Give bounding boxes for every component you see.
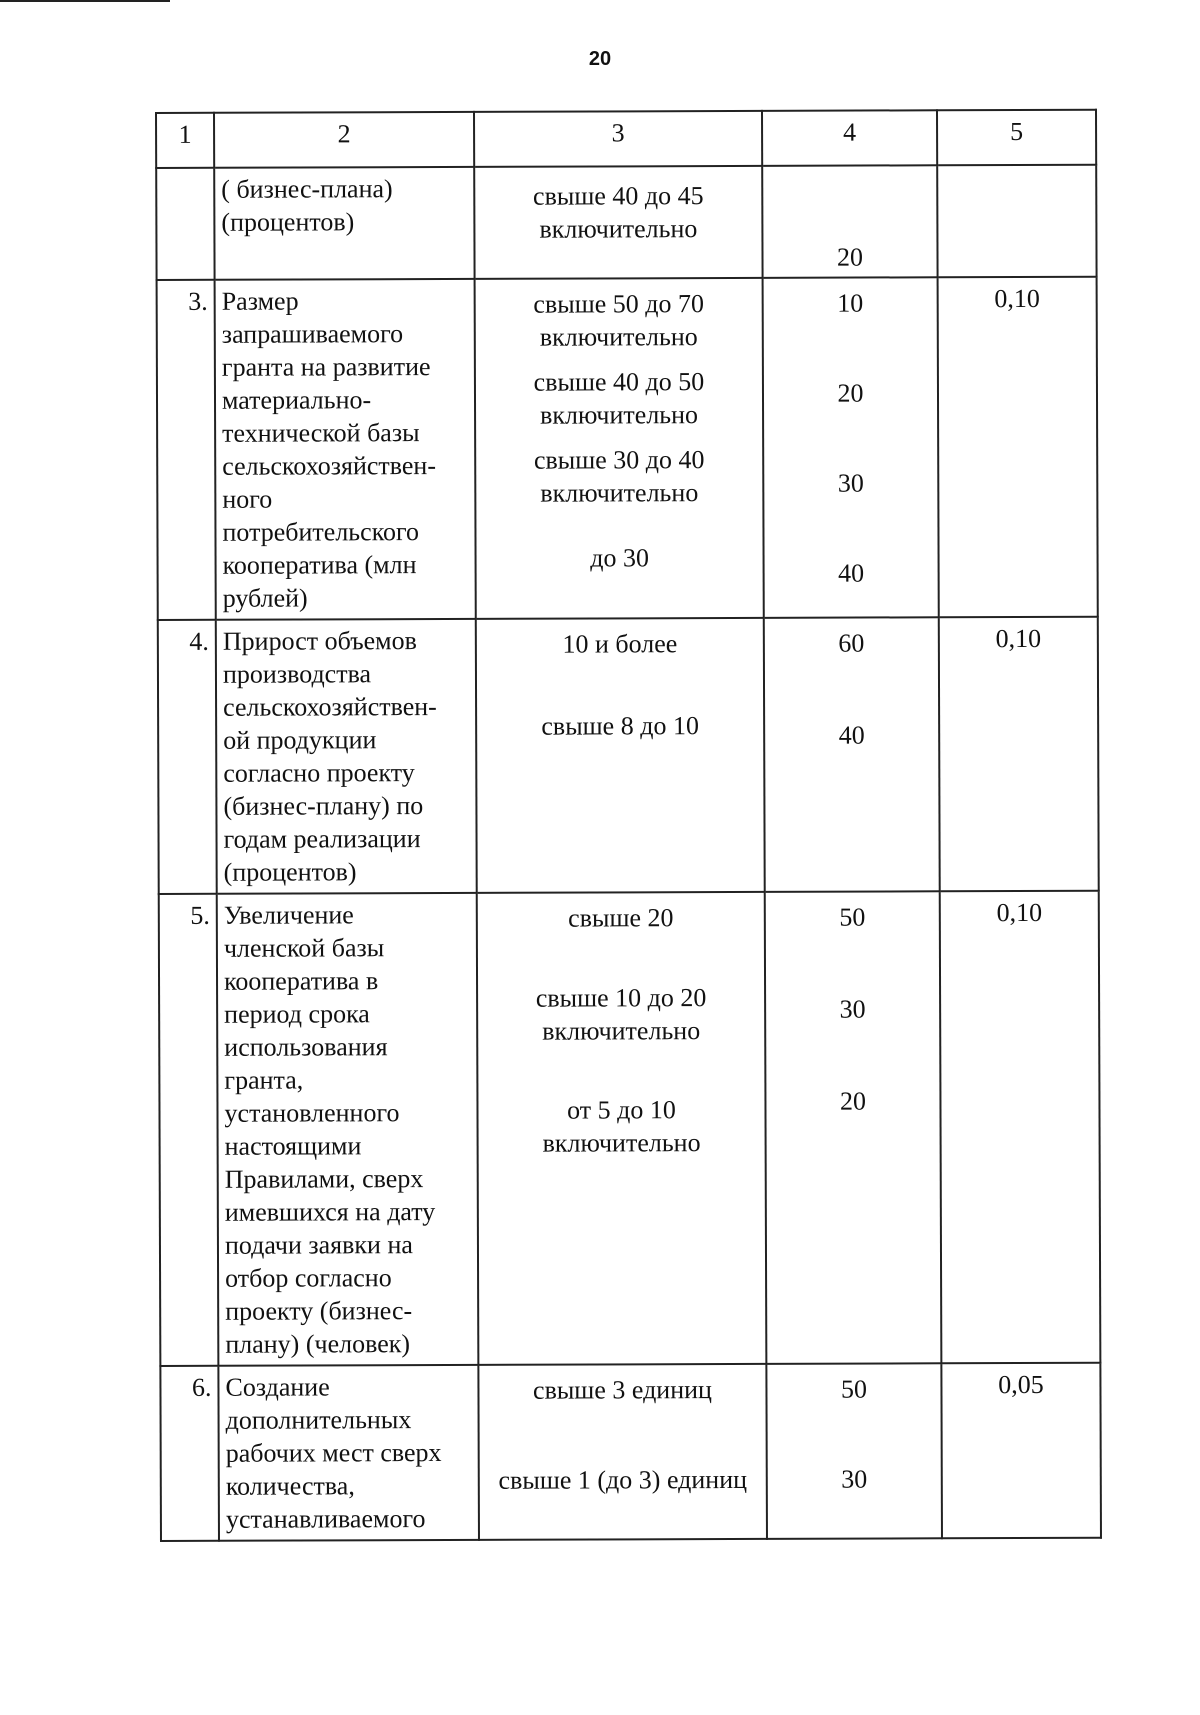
table-row [158, 617, 1099, 894]
criterion-number: 6. [160, 1366, 219, 1541]
range-value: свыше 30 до 40 включительно [533, 445, 705, 508]
criteria-table [155, 109, 1102, 1542]
range-value: от 5 до 10 включительно [542, 1095, 701, 1158]
range-value: свыше 20 [568, 903, 674, 933]
criterion-description: Размер запрашиваемого гранта на развитие материально- технической базы сельскохозяйствен- ного потребительского кооператива (млн рублей) [215, 279, 476, 620]
points-value: 30 [839, 994, 866, 1024]
criterion-ranges [475, 278, 764, 619]
column-header: 4 [762, 110, 937, 166]
weight-coefficient [937, 165, 1096, 278]
criterion-points [766, 1363, 942, 1539]
points-value: 40 [838, 720, 865, 750]
points-value: 60 [838, 628, 865, 658]
criterion-ranges [474, 166, 762, 279]
weight-coefficient: 0,10 [940, 891, 1101, 1364]
points-value: 50 [840, 1374, 868, 1404]
criterion-ranges [476, 618, 765, 893]
weight-coefficient: 0,10 [938, 277, 1098, 618]
range-value: свыше 3 единиц [532, 1375, 712, 1405]
criterion-ranges [477, 892, 767, 1365]
points-value: 40 [838, 558, 865, 588]
points-value: 50 [839, 902, 866, 932]
points-value: 30 [841, 1464, 868, 1494]
range-value: свыше 50 до 70 включительно [533, 289, 705, 352]
table-row [157, 277, 1098, 620]
page-number: 20 [588, 48, 612, 70]
criterion-description: Прирост объемов производства сельскохозяйствен- ой продукции согласно проекту (бизнес-плану) по годам реализации (процентов) [216, 619, 477, 894]
column-header: 5 [937, 110, 1096, 166]
column-header: 1 [156, 113, 214, 168]
range-value: свыше 8 до 10 [541, 711, 699, 741]
range-value: 10 и более [562, 629, 678, 659]
criterion-number: 3. [157, 280, 216, 620]
table-row [156, 165, 1096, 280]
range-value: свыше 40 до 50 включительно [533, 367, 705, 430]
weight-coefficient: 0,05 [941, 1363, 1101, 1539]
criterion-points [762, 165, 937, 278]
points-value: 20 [836, 242, 864, 272]
criterion-number [156, 168, 214, 280]
table-row [159, 891, 1101, 1366]
points-value: 10 [837, 288, 864, 318]
column-header: 2 [214, 112, 474, 168]
table-row [160, 1363, 1101, 1541]
criterion-number: 5. [159, 894, 219, 1366]
table-body [156, 165, 1101, 1541]
criterion-points [763, 277, 939, 618]
column-header: 3 [474, 111, 762, 167]
range-value: свыше 1 (до 3) единиц [498, 1464, 748, 1495]
scan-edge-mark [0, 0, 170, 2]
criterion-description: Увеличение членской базы кооператива в период срока использования гранта, установленного настоящими Правилами, сверх имевшихся на дату подачи заявки на отбор согласно проекту (бизнес- плану) (человек) [217, 893, 479, 1366]
range-value: до 30 [590, 543, 649, 573]
criterion-description: ( бизнес-плана) (процентов) [214, 167, 474, 280]
criterion-description: Создание дополнительных рабочих мест сверх количества, устанавливаемого [218, 1365, 479, 1541]
range-value: свыше 40 до 45 включительно [532, 181, 704, 244]
criterion-points [764, 617, 940, 892]
points-value: 20 [837, 378, 864, 408]
weight-coefficient: 0,10 [939, 617, 1099, 892]
criterion-number: 4. [158, 620, 217, 894]
criterion-points [765, 891, 942, 1364]
table-header-row [156, 110, 1096, 168]
criterion-ranges [478, 1364, 767, 1540]
points-value: 20 [839, 1086, 867, 1116]
range-value: свыше 10 до 20 включительно [535, 983, 707, 1046]
points-value: 30 [837, 468, 864, 498]
